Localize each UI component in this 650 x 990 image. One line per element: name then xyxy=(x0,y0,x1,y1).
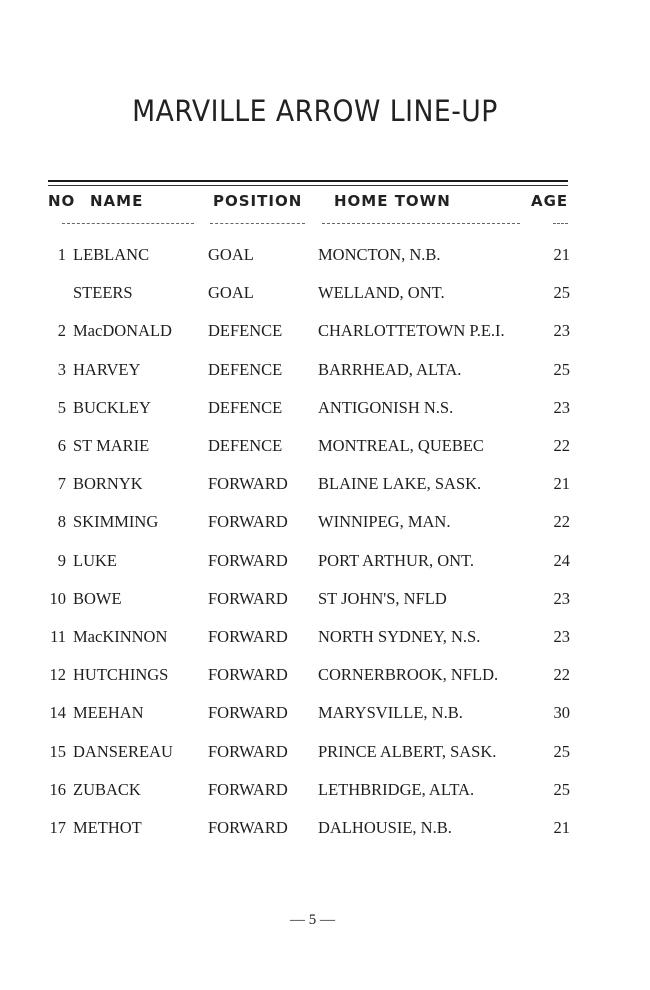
top-rule-thin xyxy=(48,185,568,186)
player-position: FORWARD xyxy=(208,512,288,532)
player-home-town: MARYSVILLE, N.B. xyxy=(318,703,463,723)
table-row xyxy=(0,436,650,466)
header-age: AGE xyxy=(531,192,569,210)
player-age: 25 xyxy=(553,359,570,379)
player-position: DEFENCE xyxy=(208,436,283,455)
header-no: NO xyxy=(48,192,76,210)
table-row xyxy=(0,818,650,848)
header-home-town: HOME TOWN xyxy=(334,192,451,210)
player-home-town: ANTIGONISH N.S. xyxy=(318,397,454,417)
player-position: GOAL xyxy=(208,245,254,264)
player-name: METHOT xyxy=(73,818,142,837)
player-name: DANSEREAU xyxy=(73,741,173,761)
player-position: FORWARD xyxy=(208,588,288,608)
player-name: SKIMMING xyxy=(73,512,159,532)
player-name: LEBLANC xyxy=(73,245,150,264)
table-row xyxy=(0,283,650,313)
player-number: 7 xyxy=(57,474,66,494)
player-position: FORWARD xyxy=(208,665,288,685)
table-row xyxy=(0,245,650,275)
player-name: MEEHAN xyxy=(73,703,144,723)
header-underline-age xyxy=(553,223,568,224)
player-home-town: WINNIPEG, MAN. xyxy=(318,512,451,532)
player-number: 9 xyxy=(57,550,66,570)
player-home-town: DALHOUSIE, N.B. xyxy=(318,818,452,837)
player-number: 2 xyxy=(57,321,66,341)
player-position: FORWARD xyxy=(208,741,288,761)
player-home-town: CORNERBROOK, NFLD. xyxy=(318,665,499,685)
player-number: 15 xyxy=(49,741,66,761)
player-name: ST MARIE xyxy=(73,436,150,455)
table-row xyxy=(0,321,650,351)
player-position: FORWARD xyxy=(208,550,288,570)
page-title: MARVILLE ARROW LINE-UP xyxy=(132,94,498,128)
player-age: 23 xyxy=(553,588,570,608)
player-age: 22 xyxy=(553,665,570,685)
table-row xyxy=(0,742,650,772)
player-name: HUTCHINGS xyxy=(73,665,169,685)
player-home-town: BARRHEAD, ALTA. xyxy=(318,359,462,379)
player-age: 22 xyxy=(553,512,570,532)
player-home-town: WELLAND, ONT. xyxy=(318,283,445,303)
player-age: 21 xyxy=(553,818,570,837)
player-age: 23 xyxy=(553,321,570,341)
header-name: NAME xyxy=(90,192,144,210)
player-home-town: MONTREAL, QUEBEC xyxy=(318,436,484,455)
player-number: 3 xyxy=(57,359,66,379)
player-number: 1 xyxy=(57,245,66,264)
player-number: 11 xyxy=(50,627,66,646)
table-row xyxy=(0,551,650,581)
player-name: MacKINNON xyxy=(73,627,168,646)
player-position: FORWARD xyxy=(208,703,288,723)
player-home-town: PRINCE ALBERT, SASK. xyxy=(318,741,497,761)
table-row xyxy=(0,512,650,542)
table-row xyxy=(0,627,650,657)
page-number: — 5 — xyxy=(290,912,335,928)
table-row xyxy=(0,589,650,619)
player-name: HARVEY xyxy=(73,359,141,379)
player-home-town: PORT ARTHUR, ONT. xyxy=(318,550,475,570)
player-age: 21 xyxy=(553,474,570,494)
player-home-town: MONCTON, N.B. xyxy=(318,245,441,264)
player-position: FORWARD xyxy=(208,818,288,837)
player-home-town: LETHBRIDGE, ALTA. xyxy=(318,779,475,799)
table-row xyxy=(0,398,650,428)
player-position: DEFENCE xyxy=(208,321,283,341)
table-row xyxy=(0,474,650,504)
player-name: LUKE xyxy=(73,550,117,570)
header-underline-home-town xyxy=(322,223,520,224)
header-underline-position xyxy=(210,223,305,224)
player-position: FORWARD xyxy=(208,627,288,646)
player-home-town: BLAINE LAKE, SASK. xyxy=(318,474,482,494)
player-age: 21 xyxy=(553,245,570,264)
player-number: 16 xyxy=(49,779,66,799)
table-row xyxy=(0,360,650,390)
player-home-town: CHARLOTTETOWN P.E.I. xyxy=(318,321,505,341)
player-name: ZUBACK xyxy=(73,779,141,799)
player-position: DEFENCE xyxy=(208,397,283,417)
header-position: POSITION xyxy=(213,192,303,210)
player-age: 25 xyxy=(553,779,570,799)
player-number: 12 xyxy=(49,665,66,685)
player-age: 24 xyxy=(553,550,570,570)
player-age: 25 xyxy=(553,741,570,761)
player-position: GOAL xyxy=(208,283,254,303)
player-position: FORWARD xyxy=(208,779,288,799)
player-number: 6 xyxy=(57,436,66,455)
player-number: 14 xyxy=(49,703,66,723)
header-underline-name xyxy=(62,223,194,224)
player-name: BORNYK xyxy=(73,474,143,494)
player-name: STEERS xyxy=(73,283,133,303)
player-number: 5 xyxy=(57,397,66,417)
table-row xyxy=(0,780,650,810)
player-number: 17 xyxy=(49,818,66,837)
player-name: BOWE xyxy=(73,588,122,608)
top-rule xyxy=(48,180,568,182)
player-age: 23 xyxy=(553,397,570,417)
player-age: 25 xyxy=(553,283,570,303)
table-row xyxy=(0,703,650,733)
player-home-town: NORTH SYDNEY, N.S. xyxy=(318,627,481,646)
player-age: 30 xyxy=(553,703,570,723)
player-name: BUCKLEY xyxy=(73,397,151,417)
player-age: 22 xyxy=(553,436,570,455)
player-home-town: ST JOHN'S, NFLD xyxy=(318,588,447,608)
player-age: 23 xyxy=(553,627,570,646)
table-row xyxy=(0,665,650,695)
player-name: MacDONALD xyxy=(73,321,172,341)
player-number: 10 xyxy=(49,588,66,608)
player-position: DEFENCE xyxy=(208,359,283,379)
player-number: 8 xyxy=(57,512,66,532)
player-position: FORWARD xyxy=(208,474,288,494)
